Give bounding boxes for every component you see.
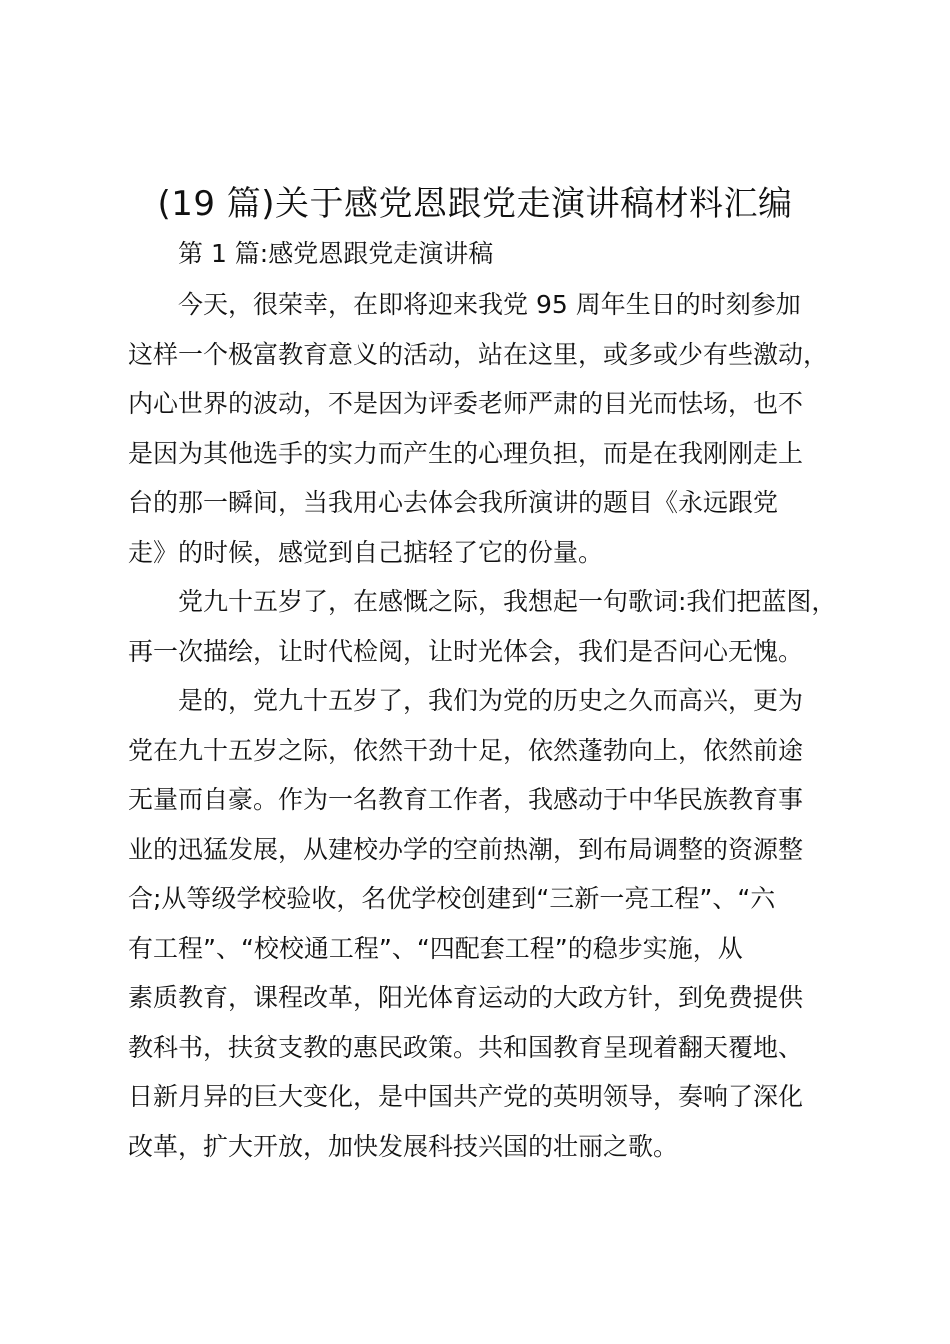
paragraph-1-line-3: 内心世界的波动，不是因为评委老师严肃的目光而怯场，也不 (128, 389, 804, 418)
paragraph-3-line-1: 是的，党九十五岁了，我们为党的历史之久而高兴，更为 (178, 686, 804, 715)
document-title: (19 篇)关于感党恩跟党走演讲稿材料汇编 (157, 184, 793, 224)
paragraph-3-line-4: 业的迅猛发展，从建校办学的空前热潮，到布局调整的资源整 (128, 834, 804, 864)
paragraph-3-line-8: 教科书，扶贫支教的惠民政策。共和国教育呈现着翻天覆地、 (128, 1032, 804, 1062)
paragraph-3-line-3: 无量而自豪。作为一名教育工作者，我感动于中华民族教育事 (128, 785, 804, 814)
paragraph-3-line-2: 党在九十五岁之际，依然干劲十足，依然蓬勃向上，依然前途 (128, 735, 804, 765)
document-body (128, 280, 848, 1171)
paragraph-3-line-5: 合;从等级学校验收，名优学校创建到“三新一亮工程”、“六 (128, 884, 776, 913)
paragraph-3-line-9: 日新月异的巨大变化，是中国共产党的英明领导，奏响了深化 (128, 1082, 804, 1111)
paragraph-1-line-5: 台的那一瞬间，当我用心去体会我所演讲的题目《永远跟党 (128, 488, 779, 517)
paragraph-2-line-1: 党九十五岁了，在感慨之际，我想起一句歌词:我们把蓝图， (178, 587, 837, 616)
paragraph-2-line-2: 再一次描绘，让时代检阅，让时光体会，我们是否问心无愧。 (128, 636, 804, 666)
paragraph-1-line-1: 今天，很荣幸，在即将迎来我党 95 周年生日的时刻参加 (178, 290, 801, 319)
paragraph-1-line-6: 走》的时候，感觉到自己掂轻了它的份量。 (128, 537, 604, 567)
paragraph-3-line-7: 素质教育，课程改革，阳光体育运动的大政方针，到免费提供 (128, 983, 804, 1012)
paragraph-1-line-4: 是因为其他选手的实力而产生的心理负担，而是在我刚刚走上 (128, 438, 804, 468)
paragraph-1-line-2: 这样一个极富教育意义的活动，站在这里，或多或少有些激动， (128, 339, 829, 369)
section-heading: 第 1 篇:感党恩跟党走演讲稿 (178, 239, 494, 268)
paragraph-3-line-6: 有工程”、“校校通工程”、“四配套工程”的稳步实施，从 (128, 933, 743, 963)
paragraph-3-line-10: 改革，扩大开放，加快发展科技兴国的壮丽之歌。 (128, 1131, 679, 1161)
